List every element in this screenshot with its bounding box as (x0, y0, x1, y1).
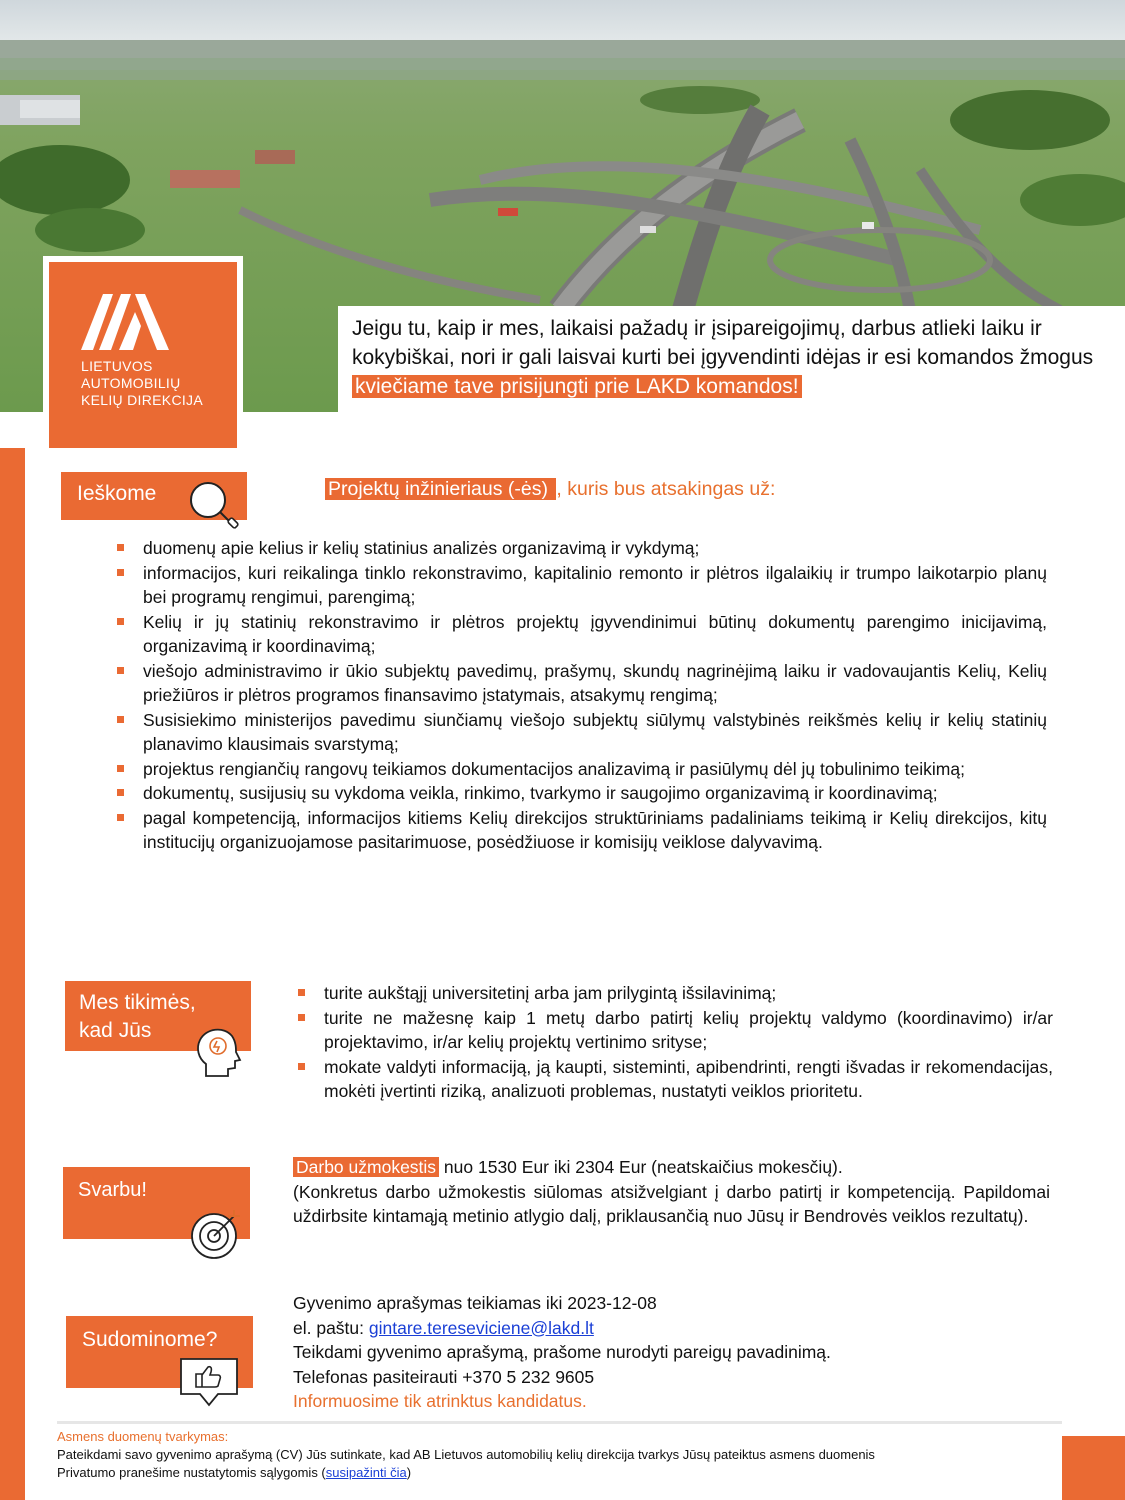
list-item: Kelių ir jų statinių rekonstravimo ir plėtros projektų įgyvendinimui būtinų dokumentų parengimo inicijavimą, organizavimą ir koordinavimą; (115, 610, 1047, 659)
intro-highlight: kviečiame tave prisijungti prie LAKD komandos! (352, 375, 802, 398)
logo-line-1: LIETUVOS (81, 358, 153, 374)
position-title (325, 477, 775, 501)
footer-title: Asmens duomenų tvarkymas: (57, 1429, 229, 1444)
salary-block (293, 1155, 1050, 1229)
responsibilities-list (115, 536, 1047, 855)
logo-text (81, 358, 203, 409)
footer-divider (57, 1421, 1062, 1424)
target-icon (188, 1206, 244, 1262)
list-item: Susisiekimo ministerijos pavedimu siunčiamų viešojo subjektų siūlymų valstybinės reikšmės kelių ir kelių statinių planavimo klausimais svarstymą; (115, 708, 1047, 757)
list-item: pagal kompetenciją, informacijos kitiems Kelių direkcijos struktūriniams padaliniams teikimą ir Kelių direkcijos, kitų institucijų organizuojamose pasitarimuose, posėdžiuose ir komisijų veiklose dalyvavimą. (115, 806, 1047, 855)
footer (57, 1428, 875, 1482)
position-title-rest: , kuris bus atsakingas už: (556, 478, 776, 500)
intro-text (352, 314, 1102, 401)
list-item: turite ne mažesnę kaip 1 metų darbo patirtį kelių projektų valdymo (koordinavimo) ir/ar projektavimo, ir/ar kelių projektų vertinimo srityse; (296, 1006, 1053, 1055)
privacy-link[interactable]: susipažinti čia (325, 1465, 407, 1480)
footer-line-2-pre: Privatumo pranešime nustatytomis sąlygomis ( (57, 1465, 326, 1480)
footer-line-2 (57, 1464, 875, 1482)
selection-note: Informuosime tik atrinktus kandidatus. (293, 1391, 587, 1411)
head-lightbulb-icon (190, 1022, 246, 1078)
list-item: mokate valdyti informaciją, ją kaupti, sisteminti, apibendrinti, rengti išvadas ir rekomendacijas, mokėti įvertinti riziką, analizuoti problemas, nustatyti veiklos prioritetu. (296, 1055, 1053, 1104)
cv-deadline: Gyvenimo aprašymas teikiamas iki 2023-12-08 (293, 1293, 657, 1313)
magnifier-icon (186, 478, 244, 534)
important-tag-label: Svarbu! (78, 1179, 147, 1201)
road-logo-icon (79, 292, 173, 352)
email-line (293, 1316, 1053, 1341)
application-note: Teikdami gyvenimo aprašymą, prašome nurodyti pareigų pavadinimą. (293, 1342, 831, 1362)
logo-line-3: KELIŲ DIREKCIJA (81, 392, 203, 408)
list-item: duomenų apie kelius ir kelių statinius analizės organizavimą ir vykdymą; (115, 536, 1047, 561)
list-item: viešojo administravimo ir ūkio subjektų pavedimų, prašymų, skundų nagrinėjimą laiku ir vadovaujantis Kelių, Kelių priežiūros ir plėtros programos finansavimo įstatymais, atsakymų rengimą; (115, 659, 1047, 708)
position-title-highlight: Projektų inžinieriaus (-ės) (325, 478, 556, 500)
salary-range: nuo 1530 Eur iki 2304 Eur (neatskaičius mokesčių). (439, 1157, 843, 1177)
footer-line-2-post: ) (406, 1465, 412, 1480)
list-item: informacijos, kuri reikalinga tinklo rekonstravimo, kapitalinio remonto ir plėtros ilgalaikių ir trumpo laikotarpio planų bei programų rengimui, parengimą; (115, 561, 1047, 610)
footer-line-1: Pateikdami savo gyvenimo aprašymą (CV) Jūs sutinkate, kad AB Lietuvos automobilių kelių direkcija tvarkys Jūsų pateiktus asmens duomenis (57, 1447, 875, 1462)
seeking-tag-label: Ieškome (77, 482, 157, 505)
requirements-list (296, 981, 1053, 1104)
interested-tag-label: Sudominome? (82, 1328, 218, 1351)
salary-note: (Konkretus darbo užmokestis siūlomas atsižvelgiant į darbo patirtį ir kompetenciją. Papildomai uždirbsite kintamąją metinio atlygio dalį, priklausančią nuo Jūsų ir Bendrovės veiklos rezultatų). (293, 1181, 1050, 1226)
phone-line: Telefonas pasiteirauti +370 5 232 9605 (293, 1366, 595, 1387)
salary-line (293, 1155, 1050, 1180)
left-accent-strip (0, 448, 25, 1500)
list-item: dokumentų, susijusių su vykdoma veikla, rinkimo, tvarkymo ir saugojimo organizavimą ir koordinavimą; (115, 781, 1047, 806)
requirements-tag-line-1: Mes tikimės, (79, 991, 196, 1014)
salary-label: Darbo užmokestis (293, 1157, 439, 1177)
requirements-tag-line-2: kad Jūs (79, 1019, 152, 1042)
contact-block (293, 1291, 1053, 1414)
logo (49, 262, 237, 448)
list-item: turite aukštąjį universitetinį arba jam prilygintą išsilavinimą; (296, 981, 1053, 1006)
email-link[interactable]: gintare.tereseviciene@lakd.lt (368, 1317, 594, 1338)
intro-body: Jeigu tu, kaip ir mes, laikaisi pažadų ir įsipareigojimų, darbus atlieki laiku ir kokybiškai, nori ir gali laisvai kurti bei įgyvendinti idėjas ir esi komandos žmogus (352, 317, 1094, 369)
corner-accent (1062, 1436, 1125, 1500)
logo-line-2: AUTOMOBILIŲ (81, 375, 181, 391)
list-item: projektus rengiančių rangovų teikiamos dokumentacijos analizavimą ir pasiūlymų dėl jų tobulinimo teikimą; (115, 757, 1047, 782)
email-label: el. paštu: (293, 1317, 369, 1338)
thumbs-up-chat-icon (178, 1356, 240, 1408)
